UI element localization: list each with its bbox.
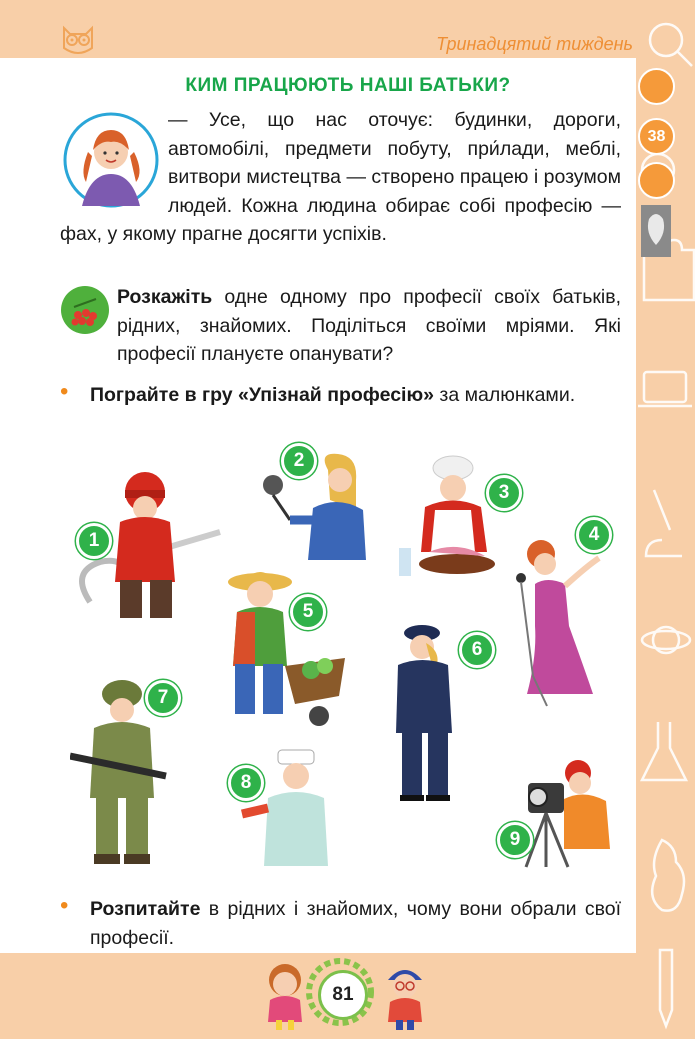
intro-text: — Усе, що нас оточує: будинки, дороги, автомобілі, предмети побуту, при́лади, меблі, витвори мистецтва — створено працею і розумом людей. Кожна людина обирає собі професію — фах, у якому прагне досягти успіхів. xyxy=(60,109,621,245)
discuss-paragraph xyxy=(117,283,621,369)
play-paragraph xyxy=(90,381,621,410)
number-badge-8: 8 xyxy=(228,765,264,801)
subject-sidebar xyxy=(636,0,695,1039)
magnifier-icon xyxy=(650,24,682,56)
boy-mascot-icon xyxy=(382,962,428,1032)
ask-paragraph xyxy=(90,895,621,952)
number-badge-2: 2 xyxy=(281,443,317,479)
page-title: КИМ ПРАЦЮЮТЬ НАШІ БАТЬКИ? xyxy=(185,75,511,96)
number-badge-4: 4 xyxy=(576,517,612,553)
number-badge-7: 7 xyxy=(145,680,181,716)
number-badge-1: 1 xyxy=(76,523,112,559)
week-label: Тринадцятий тиждень xyxy=(436,34,633,54)
day-number-badge: 38 xyxy=(638,118,675,155)
discuss-bold: Розкажіть xyxy=(117,286,213,308)
planet-icon xyxy=(642,631,690,649)
pencil-icon xyxy=(660,950,672,1026)
laptop-icon xyxy=(644,372,686,402)
number-badge-6: 6 xyxy=(459,632,495,668)
play-bold: Пограйте в гру «Упізнай професію» xyxy=(90,384,434,406)
bullet-ask: • xyxy=(60,892,69,919)
owl-icon xyxy=(58,22,98,56)
fairy-thumbnail-icon xyxy=(641,205,671,257)
singer-illustration xyxy=(507,526,611,718)
pear-icon xyxy=(652,840,684,911)
intro-paragraph xyxy=(60,106,621,249)
bullet-play: • xyxy=(60,378,69,405)
number-badge-5: 5 xyxy=(290,594,326,630)
girl-mascot-icon xyxy=(262,962,308,1032)
discuss-text: одне одному про професії своїх батьків, рідних, знайомих. Поділіться своїми мріями. Які професії плануєте опанувати? xyxy=(117,286,621,365)
page-number: 81 xyxy=(318,970,368,1020)
ask-text: в рідних і знайомих, чому вони обрали свої професії. xyxy=(90,898,621,949)
cook-illustration xyxy=(395,452,525,580)
gardener-illustration xyxy=(215,566,355,734)
flask-icon xyxy=(642,722,686,780)
ask-bold: Розпитайте xyxy=(90,898,201,920)
number-badge-3: 3 xyxy=(486,475,522,511)
sidebar-marker-1 xyxy=(638,68,675,105)
sidebar-marker-2 xyxy=(638,162,675,199)
microscope-icon xyxy=(646,490,682,556)
play-text: за малюнками. xyxy=(433,384,576,406)
number-badge-9: 9 xyxy=(497,822,533,858)
rowan-berries-icon xyxy=(60,285,110,335)
